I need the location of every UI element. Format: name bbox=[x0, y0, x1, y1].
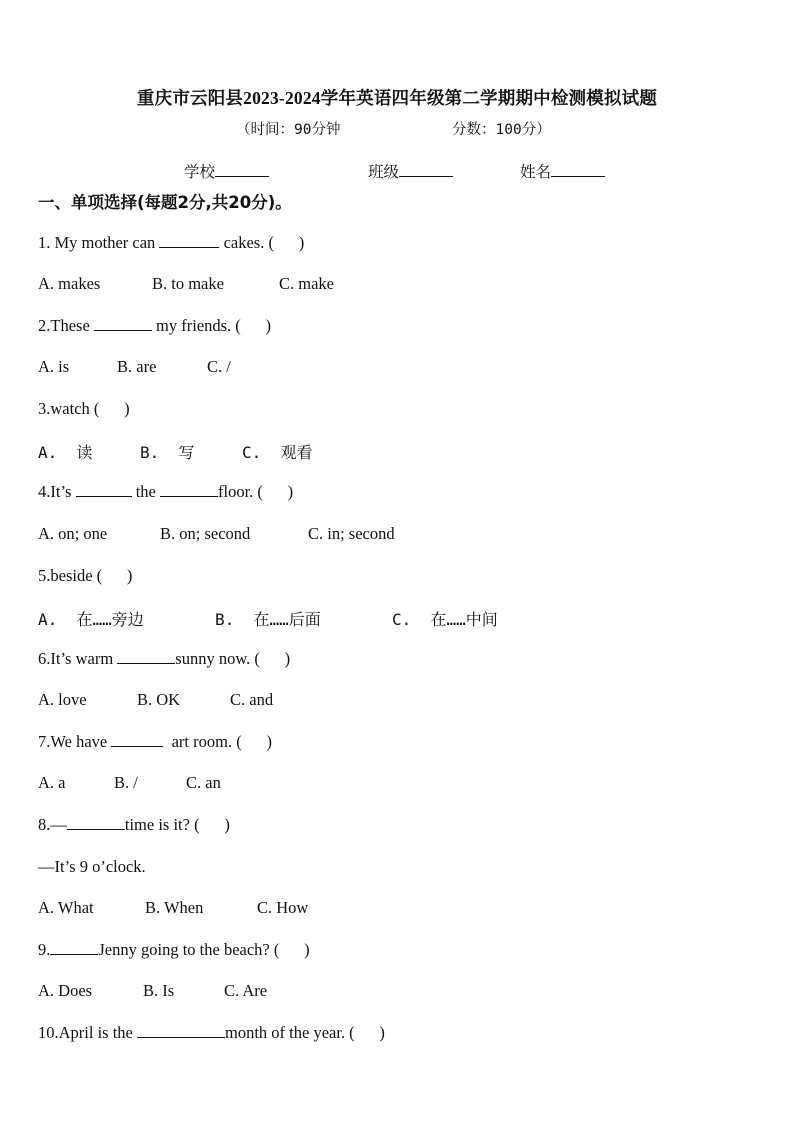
question-text: the bbox=[131, 482, 161, 501]
question-text: 6.It’s warm bbox=[38, 649, 118, 668]
class-blank[interactable] bbox=[399, 162, 453, 177]
school-field bbox=[184, 160, 269, 182]
name-blank[interactable] bbox=[551, 162, 605, 177]
answer-blank[interactable] bbox=[50, 940, 98, 955]
exam-time: （时间：90分钟 bbox=[236, 122, 341, 138]
question-text: 2.These bbox=[38, 316, 94, 335]
question-2 bbox=[38, 316, 271, 336]
option-c[interactable]: C. in; second bbox=[308, 524, 395, 543]
option-c[interactable]: C. make bbox=[279, 274, 334, 293]
option-a[interactable]: A. 在……旁边 bbox=[38, 610, 144, 629]
answer-blank[interactable] bbox=[137, 1023, 225, 1038]
question-text: art room. ( ) bbox=[163, 732, 272, 751]
option-a[interactable]: A. 读 bbox=[38, 443, 93, 462]
option-c[interactable]: C. 在……中间 bbox=[392, 610, 498, 629]
option-a[interactable]: A. on; one bbox=[38, 524, 108, 543]
question-text: 9. bbox=[38, 940, 51, 959]
option-c[interactable]: C. and bbox=[230, 690, 274, 709]
question-8-reply: —It’s 9 o’clock. bbox=[38, 857, 146, 876]
option-b[interactable]: B. 在……后面 bbox=[215, 610, 321, 629]
option-a[interactable]: A. makes bbox=[38, 274, 101, 293]
answer-blank[interactable] bbox=[67, 815, 125, 830]
question-text: 1. My mother can bbox=[38, 233, 160, 252]
name-field bbox=[520, 160, 605, 182]
options-2 bbox=[38, 357, 231, 377]
option-a[interactable]: A. a bbox=[38, 773, 66, 792]
options-9 bbox=[38, 981, 267, 1001]
school-label: 学校 bbox=[184, 163, 216, 181]
question-text: 10.April is the bbox=[38, 1023, 137, 1042]
exam-score: 分数：100分） bbox=[452, 122, 551, 138]
option-b[interactable]: B. / bbox=[114, 773, 138, 792]
option-b[interactable]: B. Is bbox=[143, 981, 175, 1000]
question-text: my friends. ( ) bbox=[151, 316, 272, 335]
class-field bbox=[368, 160, 453, 182]
answer-blank[interactable] bbox=[159, 233, 219, 248]
name-label: 姓名 bbox=[520, 163, 552, 181]
question-text: floor. ( ) bbox=[218, 482, 294, 501]
option-c[interactable]: C. Are bbox=[224, 981, 268, 1000]
options-4 bbox=[38, 524, 395, 544]
option-c[interactable]: C. How bbox=[257, 898, 309, 917]
question-8 bbox=[38, 815, 230, 835]
answer-blank[interactable] bbox=[111, 732, 163, 747]
option-a[interactable]: A. love bbox=[38, 690, 87, 709]
options-8 bbox=[38, 898, 308, 918]
question-3: 3.watch ( ) bbox=[38, 399, 130, 418]
page-title: 重庆市云阳县2023-2024学年英语四年级第二学期期中检测模拟试题 bbox=[136, 88, 658, 108]
question-4 bbox=[38, 482, 293, 502]
option-a[interactable]: A. is bbox=[38, 357, 70, 376]
question-9 bbox=[38, 940, 310, 960]
answer-blank[interactable] bbox=[94, 316, 152, 331]
class-label: 班级 bbox=[368, 163, 400, 181]
option-b[interactable]: B. are bbox=[117, 357, 157, 376]
options-7 bbox=[38, 773, 221, 793]
question-10 bbox=[38, 1023, 385, 1043]
section-heading: 一、单项选择(每题2分,共20分)。 bbox=[38, 193, 292, 212]
answer-blank[interactable] bbox=[117, 649, 175, 664]
question-7 bbox=[38, 732, 272, 752]
option-b[interactable]: B. to make bbox=[152, 274, 224, 293]
question-text: cakes. ( ) bbox=[219, 233, 305, 252]
options-1 bbox=[38, 274, 334, 294]
option-c[interactable]: C. 观看 bbox=[242, 443, 313, 462]
question-text: sunny now. ( ) bbox=[175, 649, 291, 668]
question-1 bbox=[38, 233, 304, 253]
option-a[interactable]: A. Does bbox=[38, 981, 93, 1000]
question-text: month of the year. ( ) bbox=[225, 1023, 385, 1042]
question-6 bbox=[38, 649, 290, 669]
answer-blank[interactable] bbox=[76, 482, 132, 497]
option-c[interactable]: C. / bbox=[207, 357, 231, 376]
question-text: 8.— bbox=[38, 815, 67, 834]
option-b[interactable]: B. 写 bbox=[140, 443, 195, 462]
option-b[interactable]: B. on; second bbox=[160, 524, 251, 543]
options-3 bbox=[38, 440, 313, 463]
option-b[interactable]: B. When bbox=[145, 898, 204, 917]
school-blank[interactable] bbox=[215, 162, 269, 177]
options-5 bbox=[38, 607, 498, 630]
answer-blank[interactable] bbox=[160, 482, 218, 497]
options-6 bbox=[38, 690, 273, 710]
option-c[interactable]: C. an bbox=[186, 773, 221, 792]
question-text: time is it? ( ) bbox=[124, 815, 230, 834]
option-a[interactable]: A. What bbox=[38, 898, 94, 917]
question-text: 7.We have bbox=[38, 732, 112, 751]
question-5: 5.beside ( ) bbox=[38, 566, 133, 585]
question-text: Jenny going to the beach? ( ) bbox=[98, 940, 310, 959]
question-text: 4.It’s bbox=[38, 482, 76, 501]
option-b[interactable]: B. OK bbox=[137, 690, 181, 709]
